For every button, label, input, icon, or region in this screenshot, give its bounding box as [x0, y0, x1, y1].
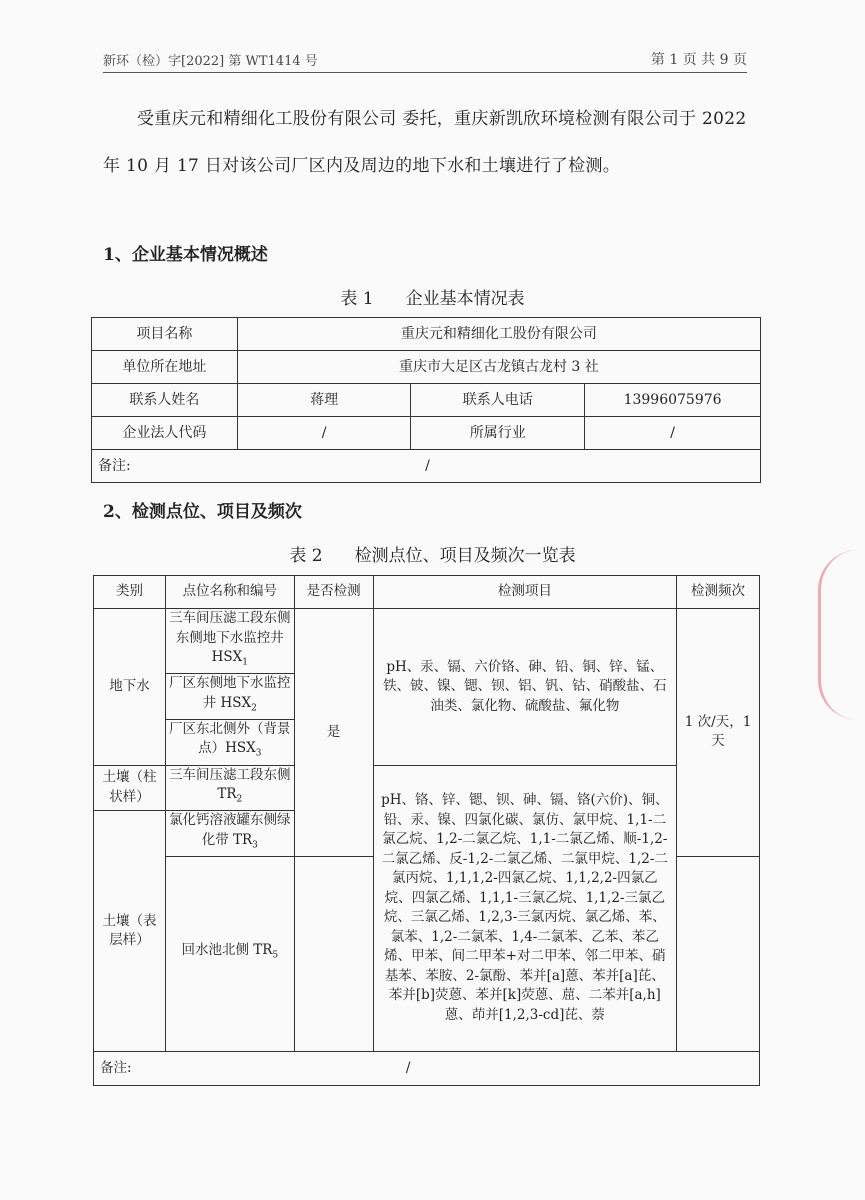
monitoring-table [93, 575, 760, 1086]
note-label: 备注: [100, 1059, 132, 1076]
category-soil-surface: 土壤（表层样） [94, 811, 166, 1052]
table-cell: 联系人姓名 [92, 384, 238, 417]
point-tr3-sub: 3 [252, 840, 258, 851]
point-hsx1-text: 三车间压滤工段东侧东侧地下水监控井 HSX [169, 610, 291, 665]
note-value: / [405, 1059, 411, 1076]
point-tr2-text: 三车间压滤工段东侧 TR [169, 766, 291, 803]
point-tr5-sub: 5 [272, 951, 279, 962]
table2-caption-number: 表 2 [289, 546, 323, 566]
note-value: / [425, 458, 430, 474]
table-row [92, 450, 761, 483]
frequency-cell: 1 次/天，1 天 [677, 609, 760, 857]
check-cell: 是 [294, 609, 373, 857]
table-cell: 重庆市大足区古龙镇古龙村 3 社 [237, 351, 760, 384]
point-hsx1 [165, 609, 294, 674]
table-row [92, 384, 761, 417]
company-info-table [91, 317, 761, 483]
table-cell: 13996075976 [585, 384, 761, 417]
point-tr5 [165, 856, 294, 1051]
table-row [92, 318, 761, 351]
header-category: 类别 [94, 576, 166, 609]
table-row [92, 351, 761, 384]
header-items: 检测项目 [373, 576, 676, 609]
point-tr2-sub: 2 [236, 794, 243, 805]
groundwater-items: pH、汞、镉、六价铬、砷、铅、铜、锌、锰、铁、铍、镍、锶、钡、铝、钒、钴、硝酸盐、石油类、氯化物、硫酸盐、氟化物 [373, 609, 676, 766]
note-label: 备注: [98, 458, 131, 474]
table-cell: 企业法人代码 [92, 417, 238, 450]
header-frequency: 检测频次 [677, 576, 760, 609]
intro-paragraph: 受重庆元和精细化工股份有限公司 委托，重庆新凯欣环境检测有限公司于 2022 年 10 月 17 日对该公司厂区内及周边的地下水和土壤进行了检测。 [103, 109, 747, 176]
page-number: 第 1 页 共 9 页 [650, 52, 747, 68]
table-row [94, 609, 760, 674]
point-hsx2-text: 厂区东侧地下水监控井 HSX [169, 675, 291, 711]
point-hsx3-text: 厂区东北侧外（背景点）HSX [169, 720, 291, 757]
table-note-cell [94, 1051, 760, 1085]
table-row [94, 1051, 760, 1085]
point-hsx3 [165, 719, 294, 765]
table2-caption-text: 检测点位、项目及频次一览表 [354, 546, 576, 566]
point-tr3 [165, 811, 294, 857]
section1-title: 1、企业基本情况概述 [103, 245, 268, 265]
table-cell: / [585, 417, 761, 450]
table-row [92, 417, 761, 450]
point-tr2 [165, 765, 294, 811]
seal-stamp-edge [818, 550, 865, 720]
table1-caption-number: 表 1 [340, 289, 374, 309]
table-cell: 联系人电话 [411, 384, 585, 417]
table-row [94, 765, 760, 811]
category-soil-column: 土壤（柱状样） [94, 765, 166, 811]
header-check: 是否检测 [294, 576, 373, 609]
page-header [103, 48, 747, 73]
point-hsx2-sub: 2 [251, 703, 257, 714]
table-cell: 重庆元和精细化工股份有限公司 [237, 318, 760, 351]
header-point: 点位名称和编号 [165, 576, 294, 609]
document-number: 新环（检）字[2022] 第 WT1414 号 [103, 54, 318, 69]
table-cell: 项目名称 [92, 318, 238, 351]
point-hsx3-sub: 3 [255, 749, 262, 760]
point-hsx1-sub: 1 [242, 657, 248, 668]
table-cell: 所属行业 [411, 417, 585, 450]
frequency-cell-continued [677, 856, 760, 1051]
point-tr3-text: 氯化钙溶液罐东侧绿化带 TR [169, 812, 291, 848]
point-hsx2 [165, 674, 294, 720]
table-cell: 蒋理 [237, 384, 411, 417]
table1-caption [0, 284, 865, 309]
section2-title: 2、检测点位、项目及频次 [103, 502, 302, 522]
check-cell-continued [294, 856, 373, 1051]
table2-caption [0, 541, 865, 566]
category-groundwater: 地下水 [94, 609, 166, 766]
point-tr5-text: 回水池北侧 TR [181, 942, 273, 959]
soil-items: pH、铬、锌、锶、钡、砷、镉、铬(六价)、铜、铅、汞、镍、四氯化碳、氯仿、氯甲烷、1,1-二氯乙烷、1,2-二氯乙烷、1,1-二氯乙烯、顺-1,2-二氯乙烯、反-1,2-二氯乙烯、二氯甲烷、1,2-二氯丙烷、1,1,1,2-四氯乙烷、1,1,2,2-四氯乙烷、四氯乙烯、1,1,1-三氯乙烷、1,1,2-三氯乙烷、三氯乙烯、1,2,3-三氯丙烷、氯乙烯、苯、氯苯、1,2-二氯苯、1,4-二氯苯、乙苯、苯乙烯、甲苯、间二甲苯+对二甲苯、邻二甲苯、硝基苯、苯胺、2-氯酚、苯并[a]蒽、苯并[a]芘、苯并[b]荧蒽、苯并[k]荧蒽、䓛、二苯并[a,h]蒽、茚并[1,2,3-cd]芘、萘 [373, 765, 676, 1051]
table-cell: 单位所在地址 [92, 351, 238, 384]
table1-caption-text: 企业基本情况表 [405, 289, 525, 309]
table-header-row [94, 576, 760, 609]
table-cell: / [237, 417, 411, 450]
table-note-cell [92, 450, 761, 483]
